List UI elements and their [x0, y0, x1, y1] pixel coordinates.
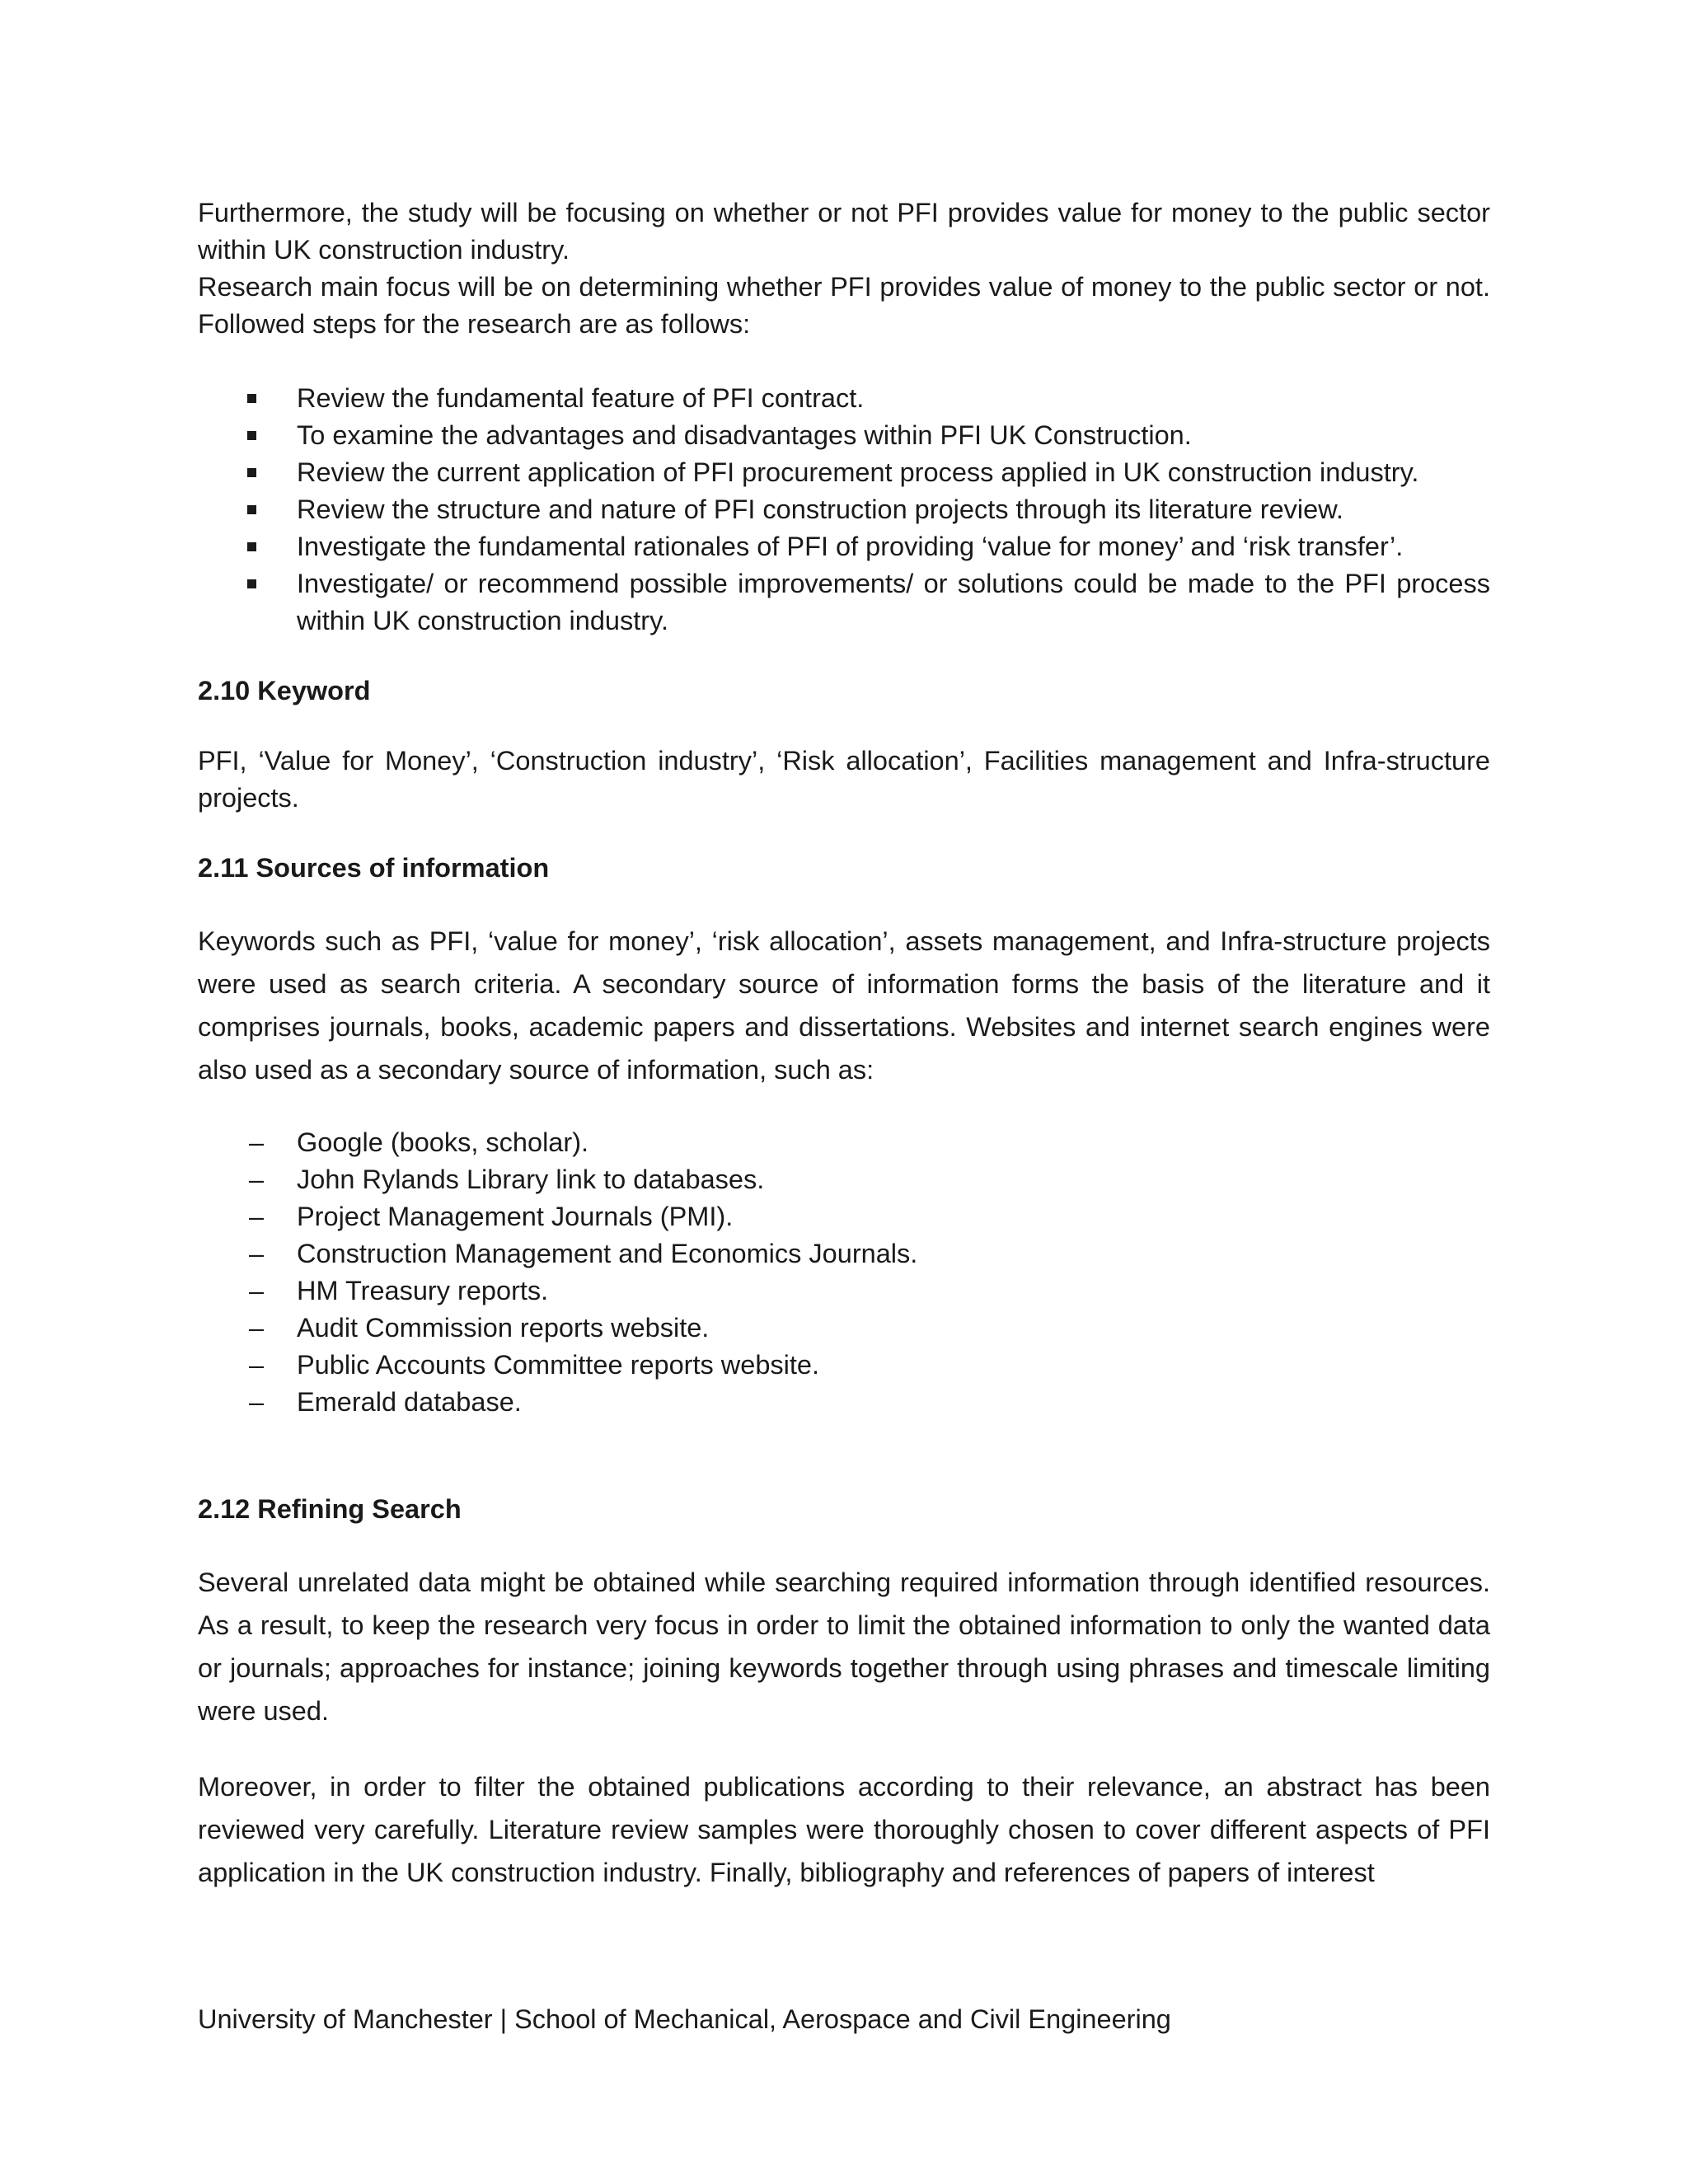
intro-paragraph-1: Furthermore, the study will be focusing on whether or not PFI provides value for money to the public sector within UK construction industry. — [198, 198, 1490, 265]
list-item: Review the structure and nature of PFI construction projects through its literature review. — [198, 491, 1490, 528]
square-bullet-icon — [247, 431, 256, 440]
dash-bullet-icon: – — [249, 1165, 265, 1194]
section-heading-keyword: 2.10 Keyword — [198, 676, 371, 705]
keyword-paragraph: PFI, ‘Value for Money’, ‘Construction industry’, ‘Risk allocation’, Facilities management and Infra-structure projects. — [198, 746, 1490, 813]
research-steps-list — [198, 380, 1490, 640]
list-item: – John Rylands Library link to databases. — [198, 1161, 1490, 1198]
list-item: To examine the advantages and disadvantages within PFI UK Construction. — [198, 417, 1490, 454]
dash-bullet-icon: – — [249, 1313, 265, 1343]
list-item: – Project Management Journals (PMI). — [198, 1198, 1490, 1235]
dash-bullet-icon: – — [249, 1387, 265, 1417]
refining-paragraph-2: Moreover, in order to filter the obtained publications according to their relevance, an abstract has been reviewed very carefully. Literature review samples were thoroughly chosen to cover different aspects of PFI application in the UK construction industry. Finally, bibliography and references of papers of interest — [198, 1772, 1490, 1887]
list-item: – HM Treasury reports. — [198, 1272, 1490, 1310]
list-item: – Emerald database. — [198, 1384, 1490, 1421]
page-footer: University of Manchester | School of Mechanical, Aerospace and Civil Engineering — [198, 2004, 1171, 2034]
dash-bullet-icon: – — [249, 1276, 265, 1305]
sources-paragraph: Keywords such as PFI, ‘value for money’, ‘risk allocation’, assets management, and Infra-structure projects were used as search criteria. A secondary source of information forms the basis of the literature and it comprises journals, books, academic papers and dissertations. Websites and internet search engines were also used as a secondary source of information, such as: — [198, 926, 1490, 1085]
list-item: Investigate/ or recommend possible improvements/ or solutions could be made to the PFI process within UK construction industry. — [198, 565, 1490, 640]
square-bullet-icon — [247, 394, 256, 403]
list-item: – Construction Management and Economics Journals. — [198, 1235, 1490, 1272]
dash-bullet-icon: – — [249, 1239, 265, 1268]
document-page — [198, 194, 1490, 1894]
dash-bullet-icon: – — [249, 1202, 265, 1231]
square-bullet-icon — [247, 468, 256, 477]
square-bullet-icon — [247, 505, 256, 514]
list-item: – Public Accounts Committee reports website. — [198, 1347, 1490, 1384]
list-item: Review the current application of PFI procurement process applied in UK construction industry. — [198, 454, 1490, 491]
square-bullet-icon — [247, 579, 256, 588]
list-item: Investigate the fundamental rationales of PFI of providing ‘value for money’ and ‘risk transfer’. — [198, 528, 1490, 565]
list-item: – Google (books, scholar). — [198, 1124, 1490, 1161]
dash-bullet-icon: – — [249, 1127, 265, 1157]
section-heading-sources: 2.11 Sources of information — [198, 853, 550, 883]
sources-list — [198, 1124, 1490, 1421]
dash-bullet-icon: – — [249, 1350, 265, 1380]
refining-paragraph-1: Several unrelated data might be obtained while searching required information through identified resources. As a result, to keep the research very focus in order to limit the obtained information to only the wanted data or journals; approaches for instance; joining keywords together through using phrases and timescale limiting were used. — [198, 1568, 1490, 1726]
intro-paragraph-2: Research main focus will be on determining whether PFI provides value of money to the public sector or not. Followed steps for the research are as follows: — [198, 272, 1490, 339]
list-item: Review the fundamental feature of PFI contract. — [198, 380, 1490, 417]
list-item: – Audit Commission reports website. — [198, 1310, 1490, 1347]
section-heading-refining: 2.12 Refining Search — [198, 1494, 462, 1524]
square-bullet-icon — [247, 542, 256, 551]
